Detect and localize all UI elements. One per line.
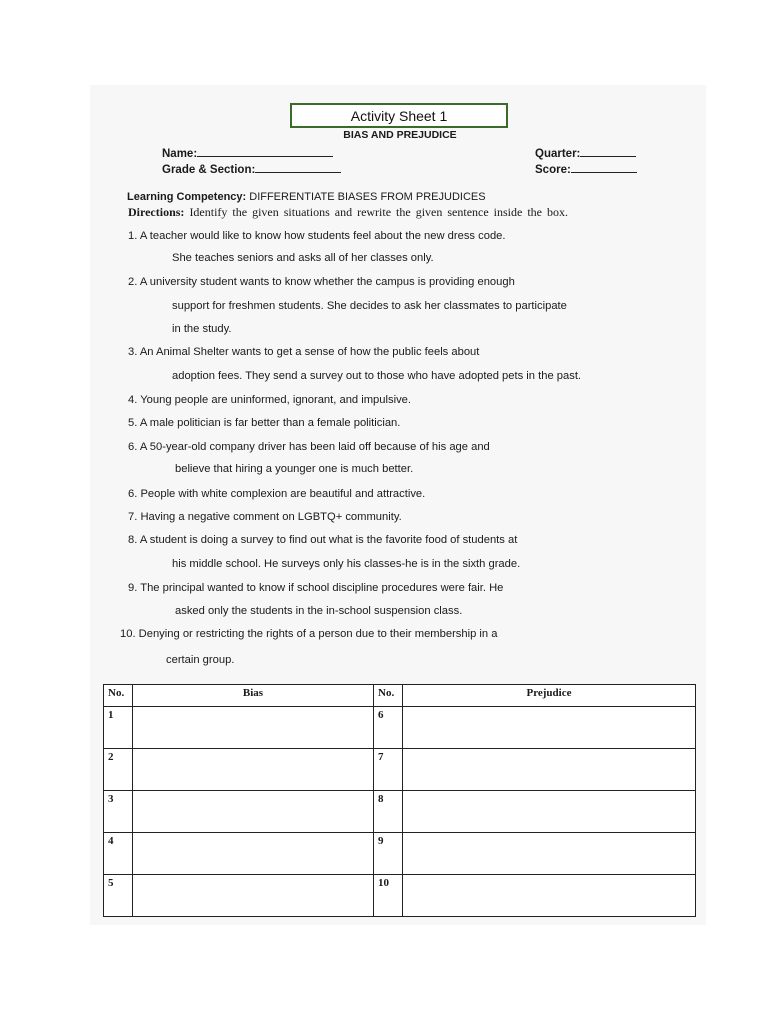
list-item: believe that hiring a younger one is much better. — [175, 463, 414, 475]
list-item: certain group. — [166, 654, 235, 666]
grade-section-blank[interactable] — [255, 160, 341, 173]
learning-competency-text: DIFFERENTIATE BIASES FROM PREJUDICES — [246, 191, 486, 203]
bias-answer-cell[interactable] — [133, 833, 374, 875]
directions-label: Directions: — [128, 205, 185, 219]
table-header-row — [104, 685, 696, 707]
bias-answer-cell[interactable] — [133, 749, 374, 791]
list-item: 9. The principal wanted to know if school discipline procedures were fair. He — [128, 582, 504, 594]
list-item: in the study. — [172, 323, 232, 335]
list-item: 2. A university student wants to know whether the campus is providing enough — [128, 276, 515, 288]
score-field[interactable] — [535, 160, 637, 176]
bias-answer-cell[interactable] — [133, 707, 374, 749]
bias-number: 5 — [104, 875, 133, 917]
bias-number: 3 — [104, 791, 133, 833]
quarter-label: Quarter: — [535, 148, 581, 160]
table-row — [104, 791, 696, 833]
prejudice-number: 10 — [374, 875, 403, 917]
prejudice-answer-cell[interactable] — [403, 875, 696, 917]
list-item: She teaches seniors and asks all of her classes only. — [172, 252, 434, 264]
bias-number: 4 — [104, 833, 133, 875]
prejudice-answer-cell[interactable] — [403, 707, 696, 749]
prejudice-number: 9 — [374, 833, 403, 875]
list-item: 4. Young people are uninformed, ignorant, and impulsive. — [128, 394, 411, 406]
grade-section-field[interactable] — [162, 160, 341, 176]
list-item: asked only the students in the in-school suspension class. — [175, 605, 463, 617]
bias-number: 2 — [104, 749, 133, 791]
directions — [128, 205, 568, 220]
name-label: Name: — [162, 148, 198, 160]
list-item: 1. A teacher would like to know how students feel about the new dress code. — [128, 230, 506, 242]
list-item: 10. Denying or restricting the rights of a person due to their membership in a — [120, 628, 498, 640]
header-no-prejudice: No. — [374, 685, 403, 707]
list-item: adoption fees. They send a survey out to those who have adopted pets in the past. — [172, 370, 582, 382]
learning-competency-label: Learning Competency: — [127, 191, 247, 203]
name-blank[interactable] — [197, 144, 333, 157]
learning-competency — [127, 191, 486, 203]
table-row — [104, 707, 696, 749]
grade-section-label: Grade & Section: — [162, 164, 256, 176]
directions-text: Identify the given situations and rewrite the given sentence inside the box. — [184, 205, 569, 219]
header-no-bias: No. — [104, 685, 133, 707]
header-prejudice: Prejudice — [403, 685, 696, 707]
worksheet-subtitle: BIAS AND PREJUDICE — [343, 129, 457, 141]
score-blank[interactable] — [571, 160, 637, 173]
list-item: 6. People with white complexion are beautiful and attractive. — [128, 488, 426, 500]
header-bias: Bias — [133, 685, 374, 707]
prejudice-number: 6 — [374, 707, 403, 749]
score-label: Score: — [535, 164, 571, 176]
table-row — [104, 749, 696, 791]
quarter-blank[interactable] — [580, 144, 636, 157]
table-row — [104, 875, 696, 917]
list-item: his middle school. He surveys only his classes-he is in the sixth grade. — [172, 558, 521, 570]
bias-answer-cell[interactable] — [133, 875, 374, 917]
prejudice-answer-cell[interactable] — [403, 749, 696, 791]
prejudice-number: 8 — [374, 791, 403, 833]
bias-number: 1 — [104, 707, 133, 749]
activity-title: Activity Sheet 1 — [290, 103, 508, 128]
list-item: 8. A student is doing a survey to find out what is the favorite food of students at — [128, 534, 518, 546]
quarter-field[interactable] — [535, 144, 636, 160]
list-item: 7. Having a negative comment on LGBTQ+ community. — [128, 511, 402, 523]
list-item: 6. A 50-year-old company driver has been laid off because of his age and — [128, 441, 490, 453]
list-item: 3. An Animal Shelter wants to get a sense of how the public feels about — [128, 346, 480, 358]
prejudice-number: 7 — [374, 749, 403, 791]
prejudice-answer-cell[interactable] — [403, 791, 696, 833]
list-item: support for freshmen students. She decides to ask her classmates to participate — [172, 300, 567, 312]
bias-answer-cell[interactable] — [133, 791, 374, 833]
list-item: 5. A male politician is far better than a female politician. — [128, 417, 401, 429]
name-field[interactable] — [162, 144, 333, 160]
answer-table — [103, 684, 696, 917]
prejudice-answer-cell[interactable] — [403, 833, 696, 875]
table-row — [104, 833, 696, 875]
